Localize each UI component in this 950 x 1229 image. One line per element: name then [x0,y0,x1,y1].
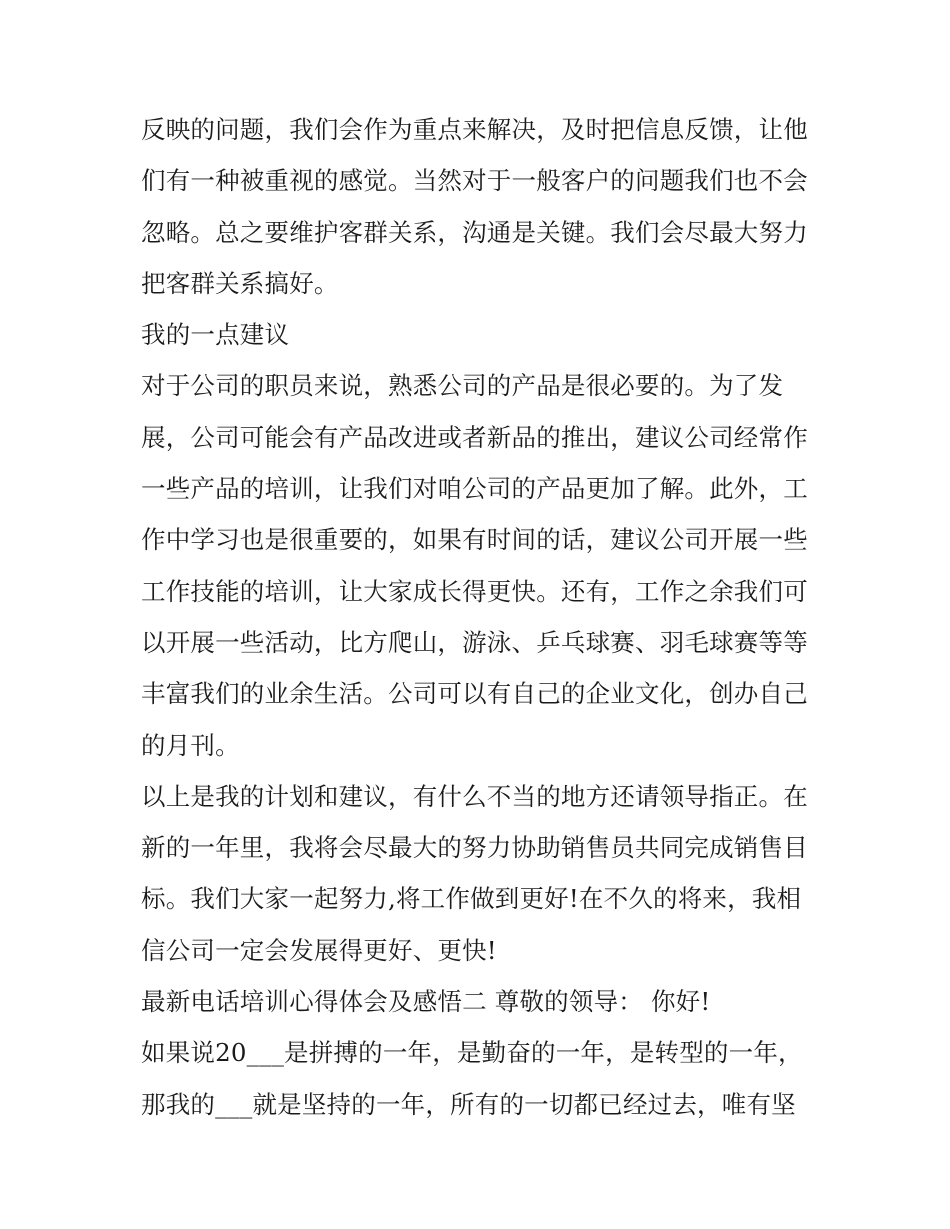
text-line: 一些产品的培训，让我们对咱公司的产品更加了解。此外，工 [141,474,808,504]
text-line: 那我的___就是坚持的一年，所有的一切都已经过去，唯有坚 [141,1089,796,1119]
text-line: 以开展一些活动，比方爬山，游泳、乒乓球赛、羽毛球赛等等 [141,627,808,657]
text-line: 信公司一定会发展得更好、更快! [141,935,497,965]
text-line: 忽略。总之要维护客群关系，沟通是关键。我们会尽最大努力 [141,217,808,247]
section-heading: 我的一点建议 [141,320,290,350]
text-line: 的月刊。 [141,730,240,760]
section-heading: 最新电话培训心得体会及感悟二 尊敬的领导： 你好! [141,987,711,1017]
text-line: 如果说20___是拼搏的一年，是勤奋的一年，是转型的一年， [141,1038,803,1068]
text-line: 反映的问题，我们会作为重点来解决，及时把信息反馈，让他 [141,115,808,144]
text-line: 以上是我的计划和建议，有什么不当的地方还请领导指正。在 [141,781,808,811]
text-line: 展，公司可能会有产品改进或者新品的推出，建议公司经常作 [141,422,808,452]
text-line: 标。我们大家一起努力,将工作做到更好!在不久的将来，我相 [141,884,802,914]
text-line: 们有一种被重视的感觉。当然对于一般客户的问题我们也不会 [141,166,808,196]
text-line: 作中学习也是很重要的，如果有时间的话，建议公司开展一些 [141,525,808,555]
text-line: 新的一年里，我将会尽最大的努力协助销售员共同完成销售目 [141,833,808,863]
text-line: 工作技能的培训，让大家成长得更快。还有，工作之余我们可 [141,576,808,606]
text-line: 把客群关系搞好。 [141,268,339,298]
text-line: 对于公司的职员来说，熟悉公司的产品是很必要的。为了发 [141,371,784,401]
text-line: 丰富我们的业余生活。公司可以有自己的企业文化，创办自己 [141,679,808,709]
body-text [141,104,821,1130]
